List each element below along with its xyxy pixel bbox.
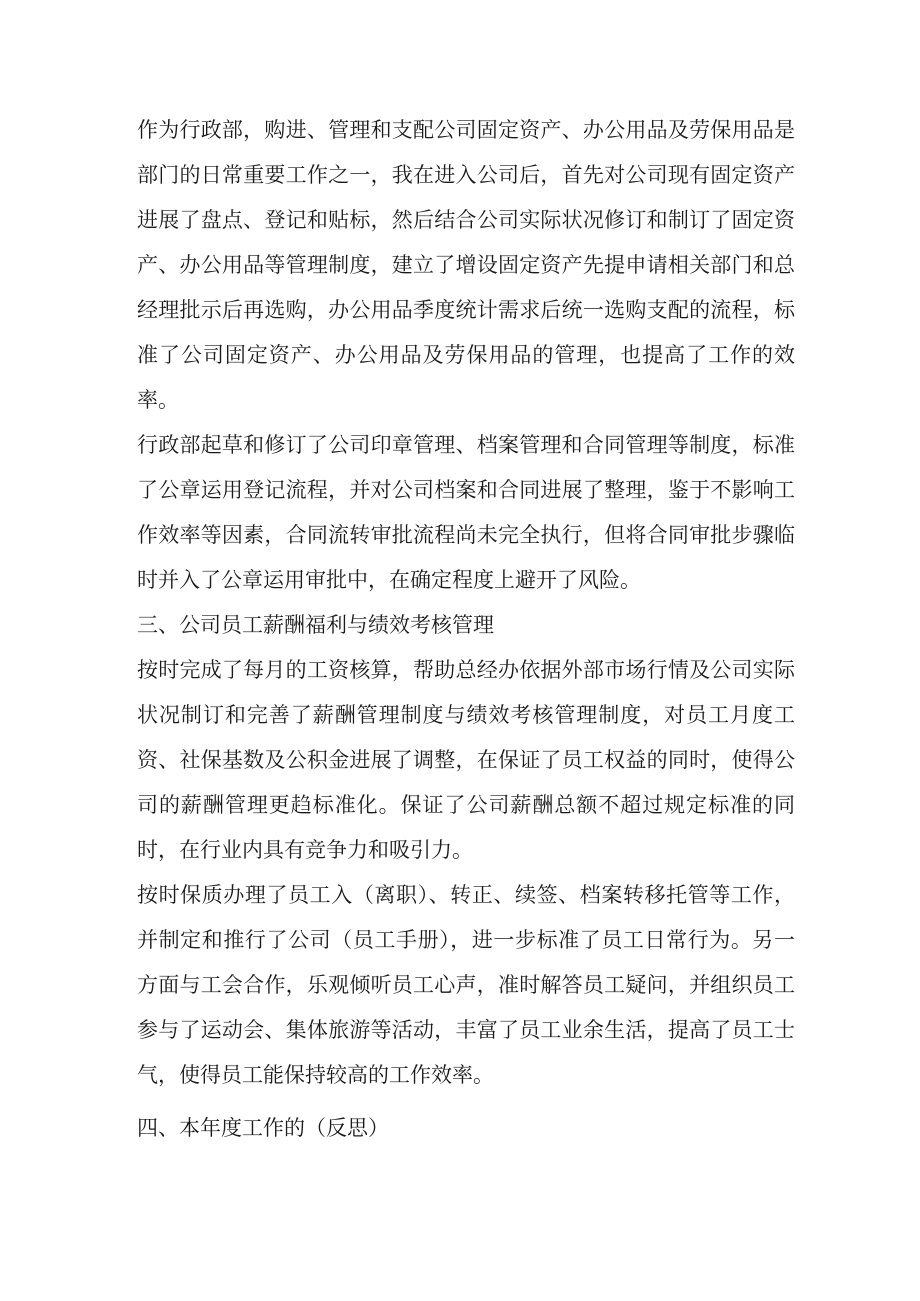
section-heading-reflection: 四、本年度工作的（反思） xyxy=(137,1116,389,1140)
paragraph-seal-archive-contract: 行政部起草和修订了公司印章管理、档案管理和合同管理等制度，标准了公章运用登记流程，并对公司档案和合同进展了整理，鉴于不影响工作效率等因素，合同流转审批流程尚未完全执行，但将合同审批步骤临时并入了公章运用审批中，在确定程度上避开了风险。 xyxy=(137,433,795,592)
paragraph-payroll: 按时完成了每月的工资核算，帮助总经办依据外部市场行情及公司实际状况制订和完善了薪酬管理制度与绩效考核管理制度，对员工月度工资、社保基数及公积金进展了调整，在保证了员工权益的同时，使得公司的薪酬管理更趋标准化。保证了公司薪酬总额不超过规定标准的同时，在行业内具有竞争力和吸引力。 xyxy=(137,658,795,862)
paragraph-employee-affairs: 按时保质办理了员工入（离职）、转正、续签、档案转移托管等工作，并制定和推行了公司（员工手册），进一步标准了员工日常行为。另一方面与工会合作，乐观倾听员工心声，准时解答员工疑问，并组织员工参与了运动会、集体旅游等活动，丰富了员工业余生活，提高了员工士气，使得员工能保持较高的工作效率。 xyxy=(137,883,795,1087)
document-body xyxy=(137,108,795,1151)
paragraph-asset-management: 作为行政部，购进、管理和支配公司固定资产、办公用品及劳保用品是部门的日常重要工作之一，我在进入公司后，首先对公司现有固定资产进展了盘点、登记和贴标，然后结合公司实际状况修订和制订了固定资产、办公用品等管理制度，建立了增设固定资产先提申请相关部门和总经理批示后再选购，办公用品季度统计需求后统一选购支配的流程，标准了公司固定资产、办公用品及劳保用品的管理，也提高了工作的效率。 xyxy=(137,118,795,412)
section-heading-compensation: 三、公司员工薪酬福利与绩效考核管理 xyxy=(137,613,494,637)
